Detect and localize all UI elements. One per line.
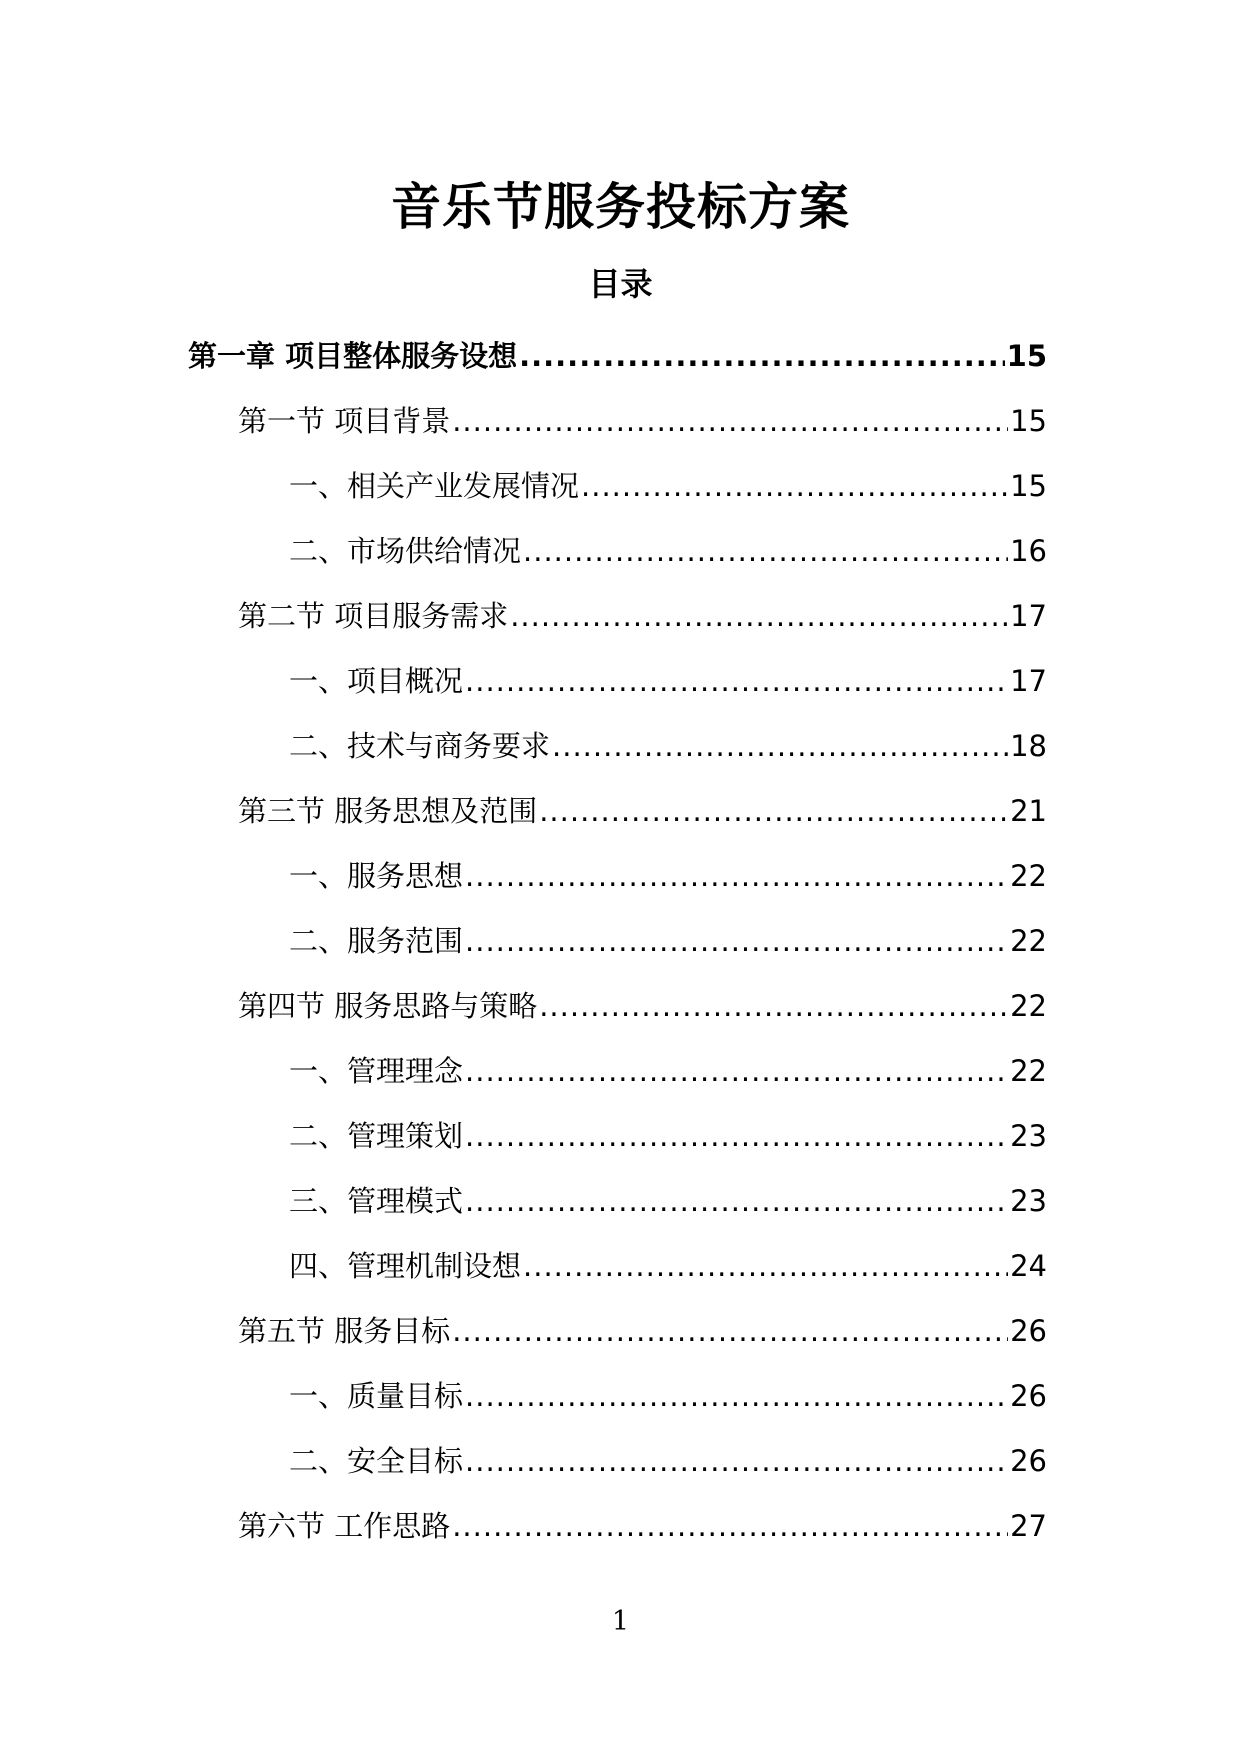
toc-entry[interactable]: [0, 453, 1241, 518]
toc-dot-leader: [539, 986, 1008, 1026]
toc-entry-title: 第一节 项目背景: [238, 403, 451, 438]
toc-dot-leader: [523, 531, 1008, 571]
toc-dot-leader: [465, 1051, 1008, 1091]
toc-entry[interactable]: [0, 518, 1241, 583]
toc-dot-leader: [510, 596, 1008, 636]
toc-entry-page: 21: [1010, 793, 1047, 828]
toc-dot-leader: [465, 661, 1008, 701]
toc-entry-page: 23: [1010, 1183, 1047, 1218]
toc-entry-page: 22: [1010, 1053, 1047, 1088]
toc-entry-page: 17: [1010, 663, 1047, 698]
toc-entry[interactable]: [0, 908, 1241, 973]
toc-entry-title: 二、安全目标: [289, 1443, 464, 1478]
toc-entry-title: 第四节 服务思路与策略: [238, 988, 538, 1023]
toc-entry-title: 二、技术与商务要求: [289, 728, 551, 763]
toc-entry-page: 26: [1010, 1443, 1047, 1478]
toc-entry[interactable]: [0, 973, 1241, 1038]
toc-entry[interactable]: [0, 1233, 1241, 1298]
toc-dot-leader: [465, 1376, 1008, 1416]
toc-entry-page: 24: [1010, 1248, 1047, 1283]
toc-dot-leader: [519, 336, 1005, 376]
toc-entry-title: 第一章 项目整体服务设想: [188, 338, 518, 373]
toc-entry-title: 三、管理模式: [289, 1183, 464, 1218]
toc-dot-leader: [523, 1246, 1008, 1286]
toc-dot-leader: [465, 1181, 1008, 1221]
toc-entry[interactable]: [0, 388, 1241, 453]
toc-entry-page: 22: [1010, 858, 1047, 893]
toc-entry-page: 15: [1010, 468, 1047, 503]
toc-entry-title: 第五节 服务目标: [238, 1313, 451, 1348]
toc-entry-title: 一、管理理念: [289, 1053, 464, 1088]
toc-entry[interactable]: [0, 648, 1241, 713]
toc-entry-page: 22: [1010, 923, 1047, 958]
toc-entry-title: 一、质量目标: [289, 1378, 464, 1413]
toc-entry[interactable]: [0, 843, 1241, 908]
toc-dot-leader: [539, 791, 1008, 831]
toc-entry[interactable]: [0, 1363, 1241, 1428]
toc-entry-title: 第三节 服务思想及范围: [238, 793, 538, 828]
toc-entry-title: 二、管理策划: [289, 1118, 464, 1153]
toc-heading: 目录: [588, 265, 653, 303]
toc-entry-page: 23: [1010, 1118, 1047, 1153]
toc-entry-page: 16: [1010, 533, 1047, 568]
toc-entry-page: 17: [1010, 598, 1047, 633]
toc-entry-title: 四、管理机制设想: [289, 1248, 522, 1283]
toc-entry-title: 一、相关产业发展情况: [289, 468, 580, 503]
toc-dot-leader: [581, 466, 1008, 506]
toc-entry[interactable]: [0, 1103, 1241, 1168]
toc-dot-leader: [465, 1116, 1008, 1156]
toc-entry-page: 26: [1010, 1313, 1047, 1348]
toc-entry[interactable]: [0, 778, 1241, 843]
toc-entry[interactable]: [0, 583, 1241, 648]
document-title: 音乐节服务投标方案: [391, 178, 850, 236]
toc-dot-leader: [452, 1506, 1008, 1546]
toc-dot-leader: [465, 921, 1008, 961]
toc-entry-page: 15: [1006, 338, 1047, 373]
toc-entry-page: 18: [1010, 728, 1047, 763]
toc-entry[interactable]: [0, 1038, 1241, 1103]
toc-entry-title: 二、市场供给情况: [289, 533, 522, 568]
toc-entry-title: 第二节 项目服务需求: [238, 598, 509, 633]
toc-entry[interactable]: [0, 1428, 1241, 1493]
toc-entry[interactable]: [0, 1298, 1241, 1363]
toc-entry-title: 一、服务思想: [289, 858, 464, 893]
toc-entry[interactable]: [0, 1168, 1241, 1233]
toc-dot-leader: [465, 856, 1008, 896]
toc-entry[interactable]: [0, 1493, 1241, 1558]
table-of-contents: [0, 323, 1241, 1558]
toc-entry[interactable]: [0, 323, 1241, 388]
toc-entry-page: 15: [1010, 403, 1047, 438]
toc-entry-page: 26: [1010, 1378, 1047, 1413]
toc-dot-leader: [452, 401, 1008, 441]
page-number: 1: [611, 1606, 630, 1637]
toc-entry-page: 22: [1010, 988, 1047, 1023]
toc-entry[interactable]: [0, 713, 1241, 778]
toc-dot-leader: [552, 726, 1008, 766]
toc-entry-title: 二、服务范围: [289, 923, 464, 958]
toc-dot-leader: [465, 1441, 1008, 1481]
toc-dot-leader: [452, 1311, 1008, 1351]
toc-entry-title: 一、项目概况: [289, 663, 464, 698]
toc-entry-title: 第六节 工作思路: [238, 1508, 451, 1543]
toc-entry-page: 27: [1010, 1508, 1047, 1543]
